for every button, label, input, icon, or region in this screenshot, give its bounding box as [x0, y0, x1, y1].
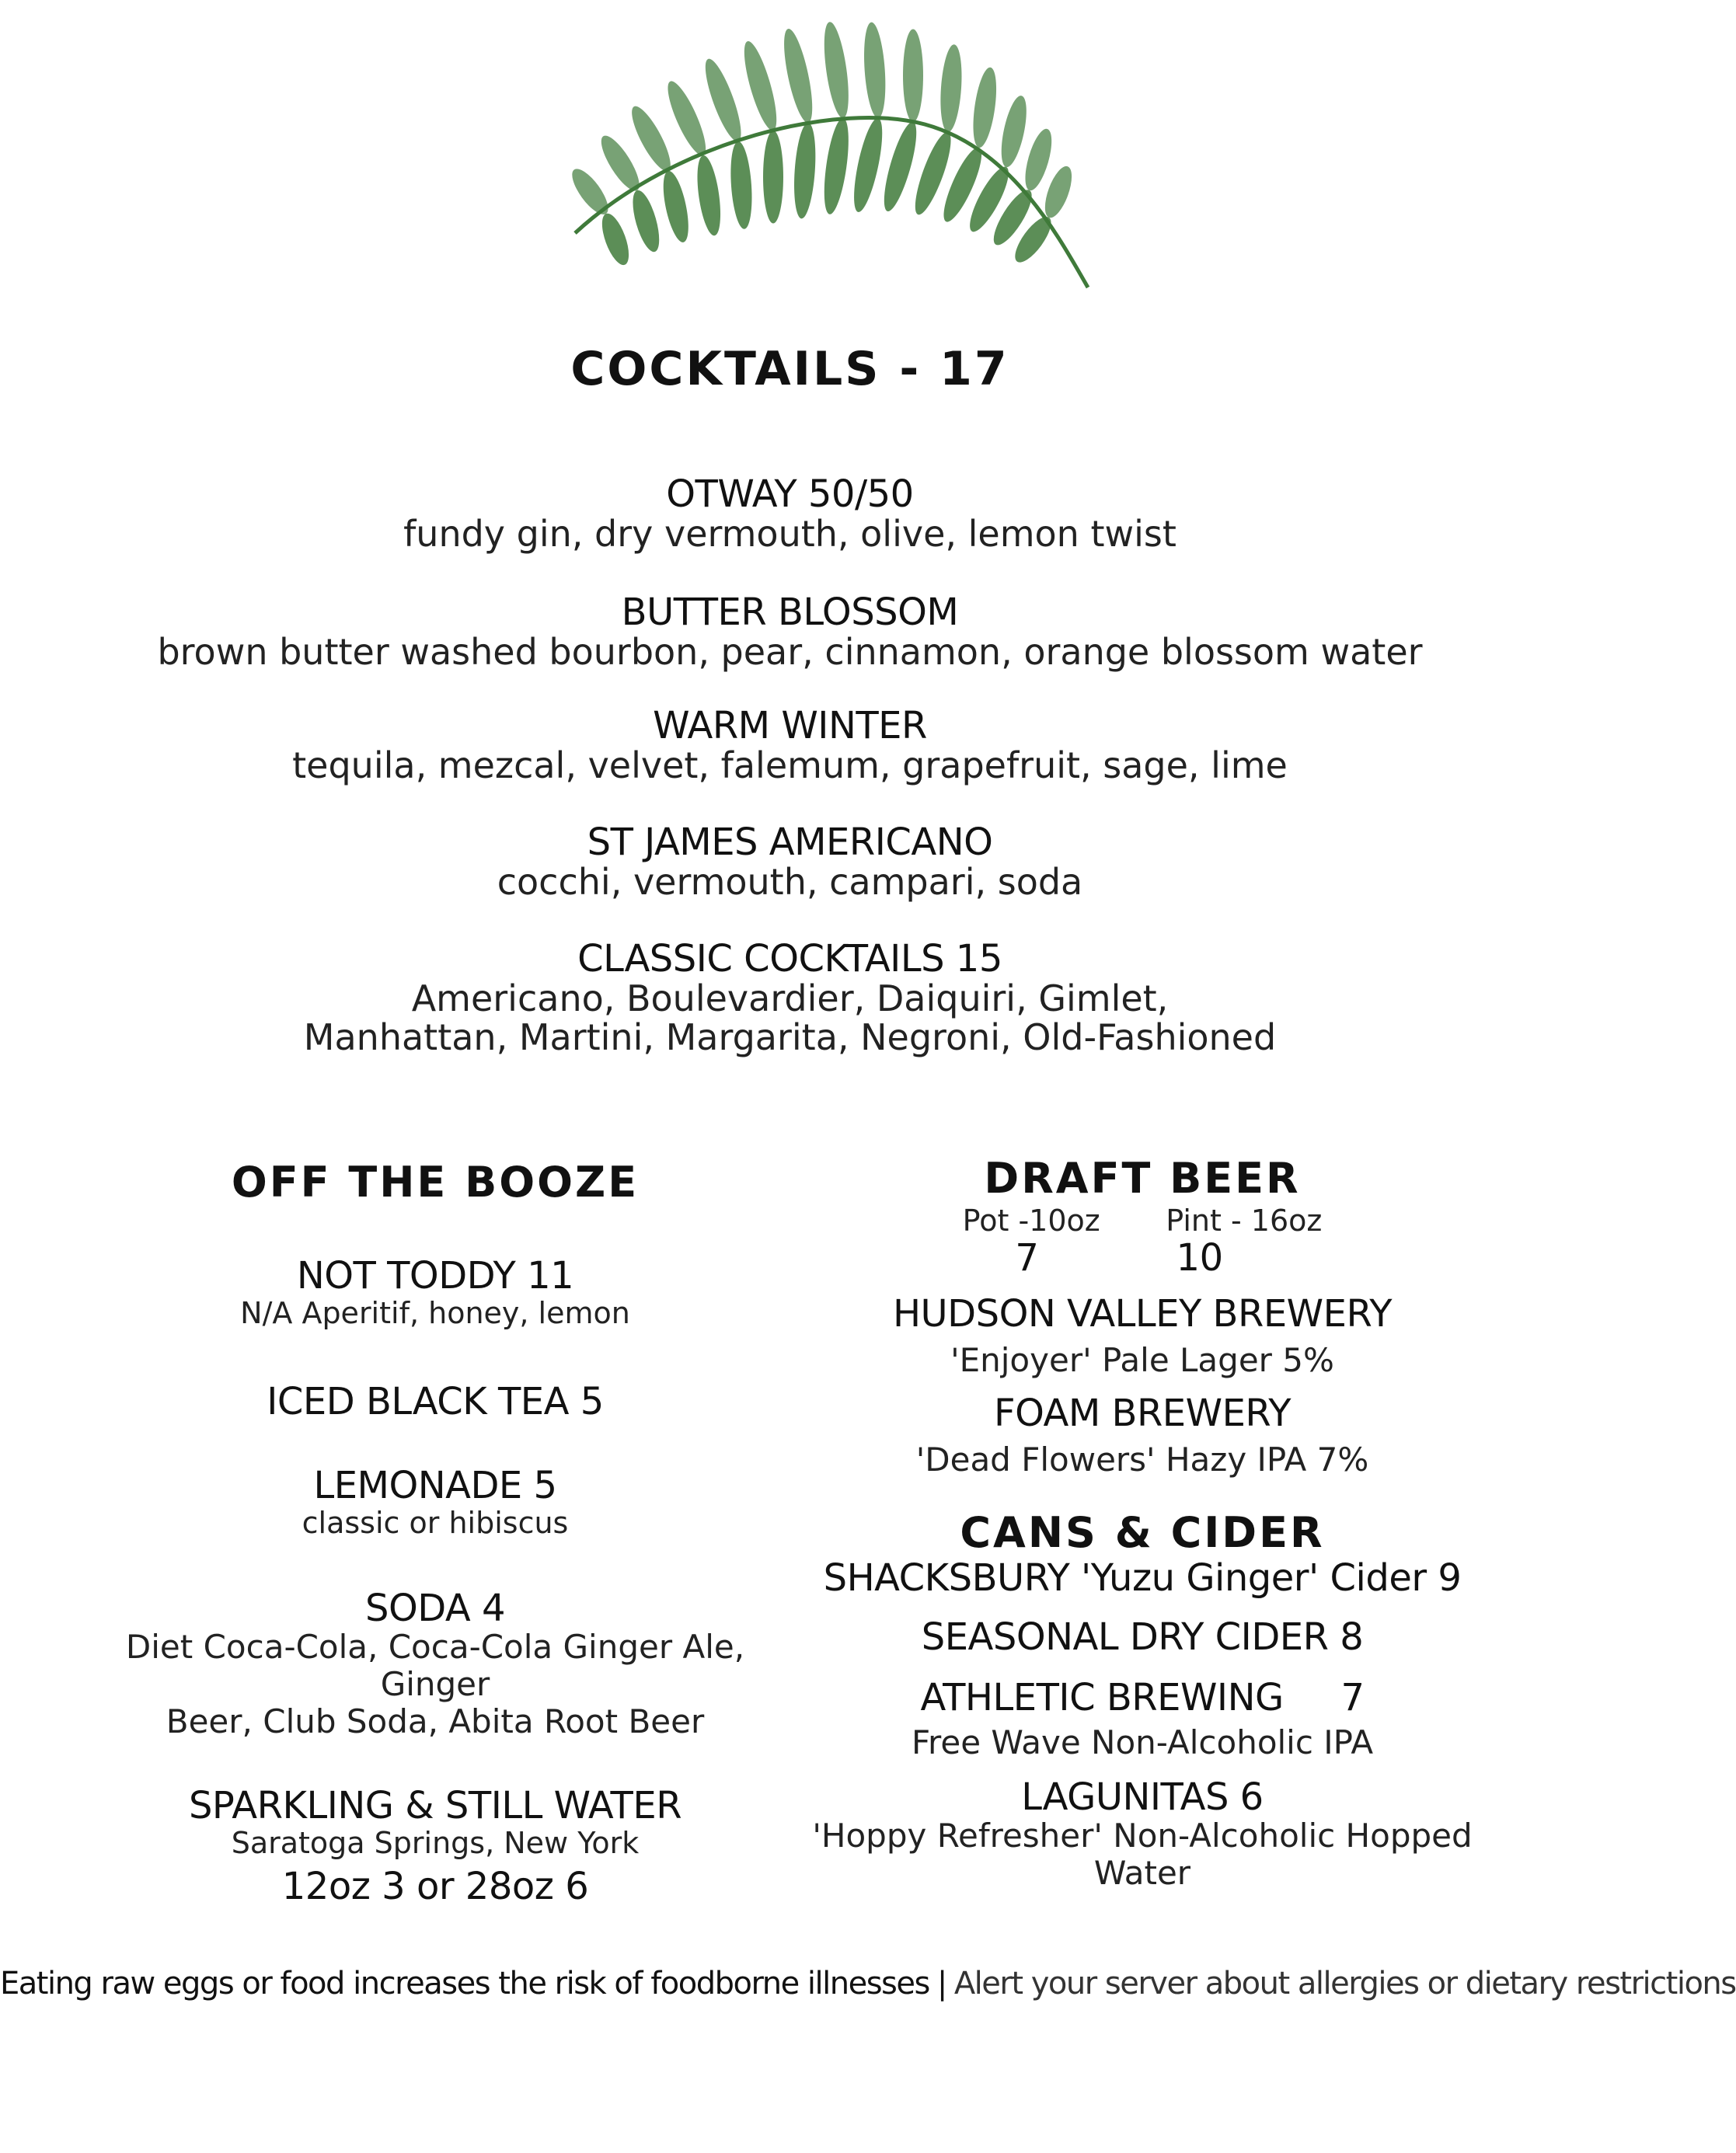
- cocktail-name: OTWAY 50/50: [666, 472, 914, 516]
- cocktail-desc: fundy gin, dry vermouth, olive, lemon twist: [403, 513, 1177, 555]
- item-name: SODA 4: [365, 1587, 505, 1630]
- beer-item: [800, 1294, 1484, 1379]
- item-name: LEMONADE 5: [313, 1464, 557, 1507]
- cocktail-name: WARM WINTER: [653, 704, 927, 747]
- menu-item: [70, 1785, 800, 1907]
- item-name: ICED BLACK TEA 5: [267, 1380, 604, 1423]
- beer-prices: 7 10: [1015, 1236, 1223, 1280]
- menu-item: [70, 1588, 800, 1740]
- cocktail-item: [0, 939, 1580, 1057]
- draft-beer-section: [800, 1154, 1484, 1892]
- beer-sizes: Pot -10oz Pint - 16oz: [962, 1204, 1323, 1238]
- cans-item: [800, 1617, 1484, 1657]
- cocktail-item: [0, 822, 1580, 901]
- cocktail-desc: Americano, Boulevardier, Daiquiri, Gimlet,: [411, 977, 1169, 1019]
- allergy-notice: Alert your server about allergies or dietary restrictions: [953, 1966, 1736, 2001]
- draft-beer-title: DRAFT BEER: [984, 1154, 1301, 1203]
- cocktail-name: CLASSIC COCKTAILS 15: [577, 937, 1002, 981]
- item-name: LAGUNITAS 6: [1021, 1775, 1264, 1819]
- menu-item: [70, 1381, 800, 1422]
- cocktail-desc: cocchi, vermouth, campari, soda: [497, 861, 1083, 903]
- off-the-booze-title: OFF THE BOOZE: [231, 1158, 640, 1207]
- item-name: SPARKLING & STILL WATER: [188, 1784, 682, 1827]
- item-name: SEASONAL DRY CIDER 8: [921, 1615, 1364, 1659]
- item-desc: 'Dead Flowers' Hazy IPA 7%: [915, 1441, 1369, 1479]
- cans-cider-title: CANS & CIDER: [960, 1508, 1325, 1557]
- cocktail-item: [0, 705, 1580, 785]
- cocktail-item: [0, 592, 1580, 671]
- cocktail-name: ST JAMES AMERICANO: [587, 820, 993, 864]
- item-name: SHACKSBURY 'Yuzu Ginger' Cider 9: [823, 1556, 1462, 1600]
- cans-item: [800, 1558, 1484, 1598]
- foodborne-warning: Eating raw eggs or food increases the risk of foodborne illnesses: [0, 1966, 929, 2001]
- item-desc: Free Wave Non-Alcoholic IPA: [911, 1723, 1374, 1761]
- fern-icon: [559, 31, 1088, 311]
- cocktails-title: COCKTAILS - 17: [570, 342, 1009, 396]
- off-the-booze-section: [70, 1158, 800, 1907]
- cans-item: [800, 1677, 1484, 1761]
- item-desc: Saratoga Springs, New York: [231, 1826, 640, 1860]
- item-desc: Diet Coca-Cola, Coca-Cola Ginger Ale, Ginger: [125, 1628, 745, 1703]
- cocktail-name: BUTTER BLOSSOM: [621, 591, 959, 634]
- item-name: FOAM BREWERY: [993, 1392, 1292, 1435]
- cans-item: [800, 1777, 1484, 1892]
- item-name: HUDSON VALLEY BREWERY: [892, 1292, 1393, 1336]
- footer-separator: |: [936, 1966, 946, 2001]
- item-price: 12oz 3 or 28oz 6: [281, 1865, 589, 1908]
- cocktail-item: [0, 474, 1580, 553]
- allergy-disclaimer: [0, 1964, 1736, 2003]
- item-name: ATHLETIC BREWING 7: [920, 1676, 1365, 1719]
- item-desc: 'Enjoyer' Pale Lager 5%: [950, 1341, 1334, 1379]
- menu-item: [70, 1465, 800, 1540]
- item-desc-2: Beer, Club Soda, Abita Root Beer: [166, 1702, 705, 1740]
- cocktail-desc: brown butter washed bourbon, pear, cinnamon, orange blossom water: [157, 631, 1423, 673]
- cocktail-desc-2: Manhattan, Martini, Margarita, Negroni, Old-Fashioned: [303, 1016, 1277, 1058]
- item-desc: N/A Aperitif, honey, lemon: [240, 1296, 630, 1330]
- item-desc: 'Hoppy Refresher' Non-Alcoholic Hopped Water: [812, 1817, 1473, 1892]
- menu-item: [70, 1256, 800, 1330]
- item-name: NOT TODDY 11: [296, 1254, 574, 1298]
- beer-item: [800, 1393, 1484, 1479]
- item-desc: classic or hibiscus: [302, 1506, 569, 1540]
- cocktails-section: [0, 342, 1580, 1057]
- cocktail-desc: tequila, mezcal, velvet, falemum, grapefruit, sage, lime: [292, 744, 1288, 786]
